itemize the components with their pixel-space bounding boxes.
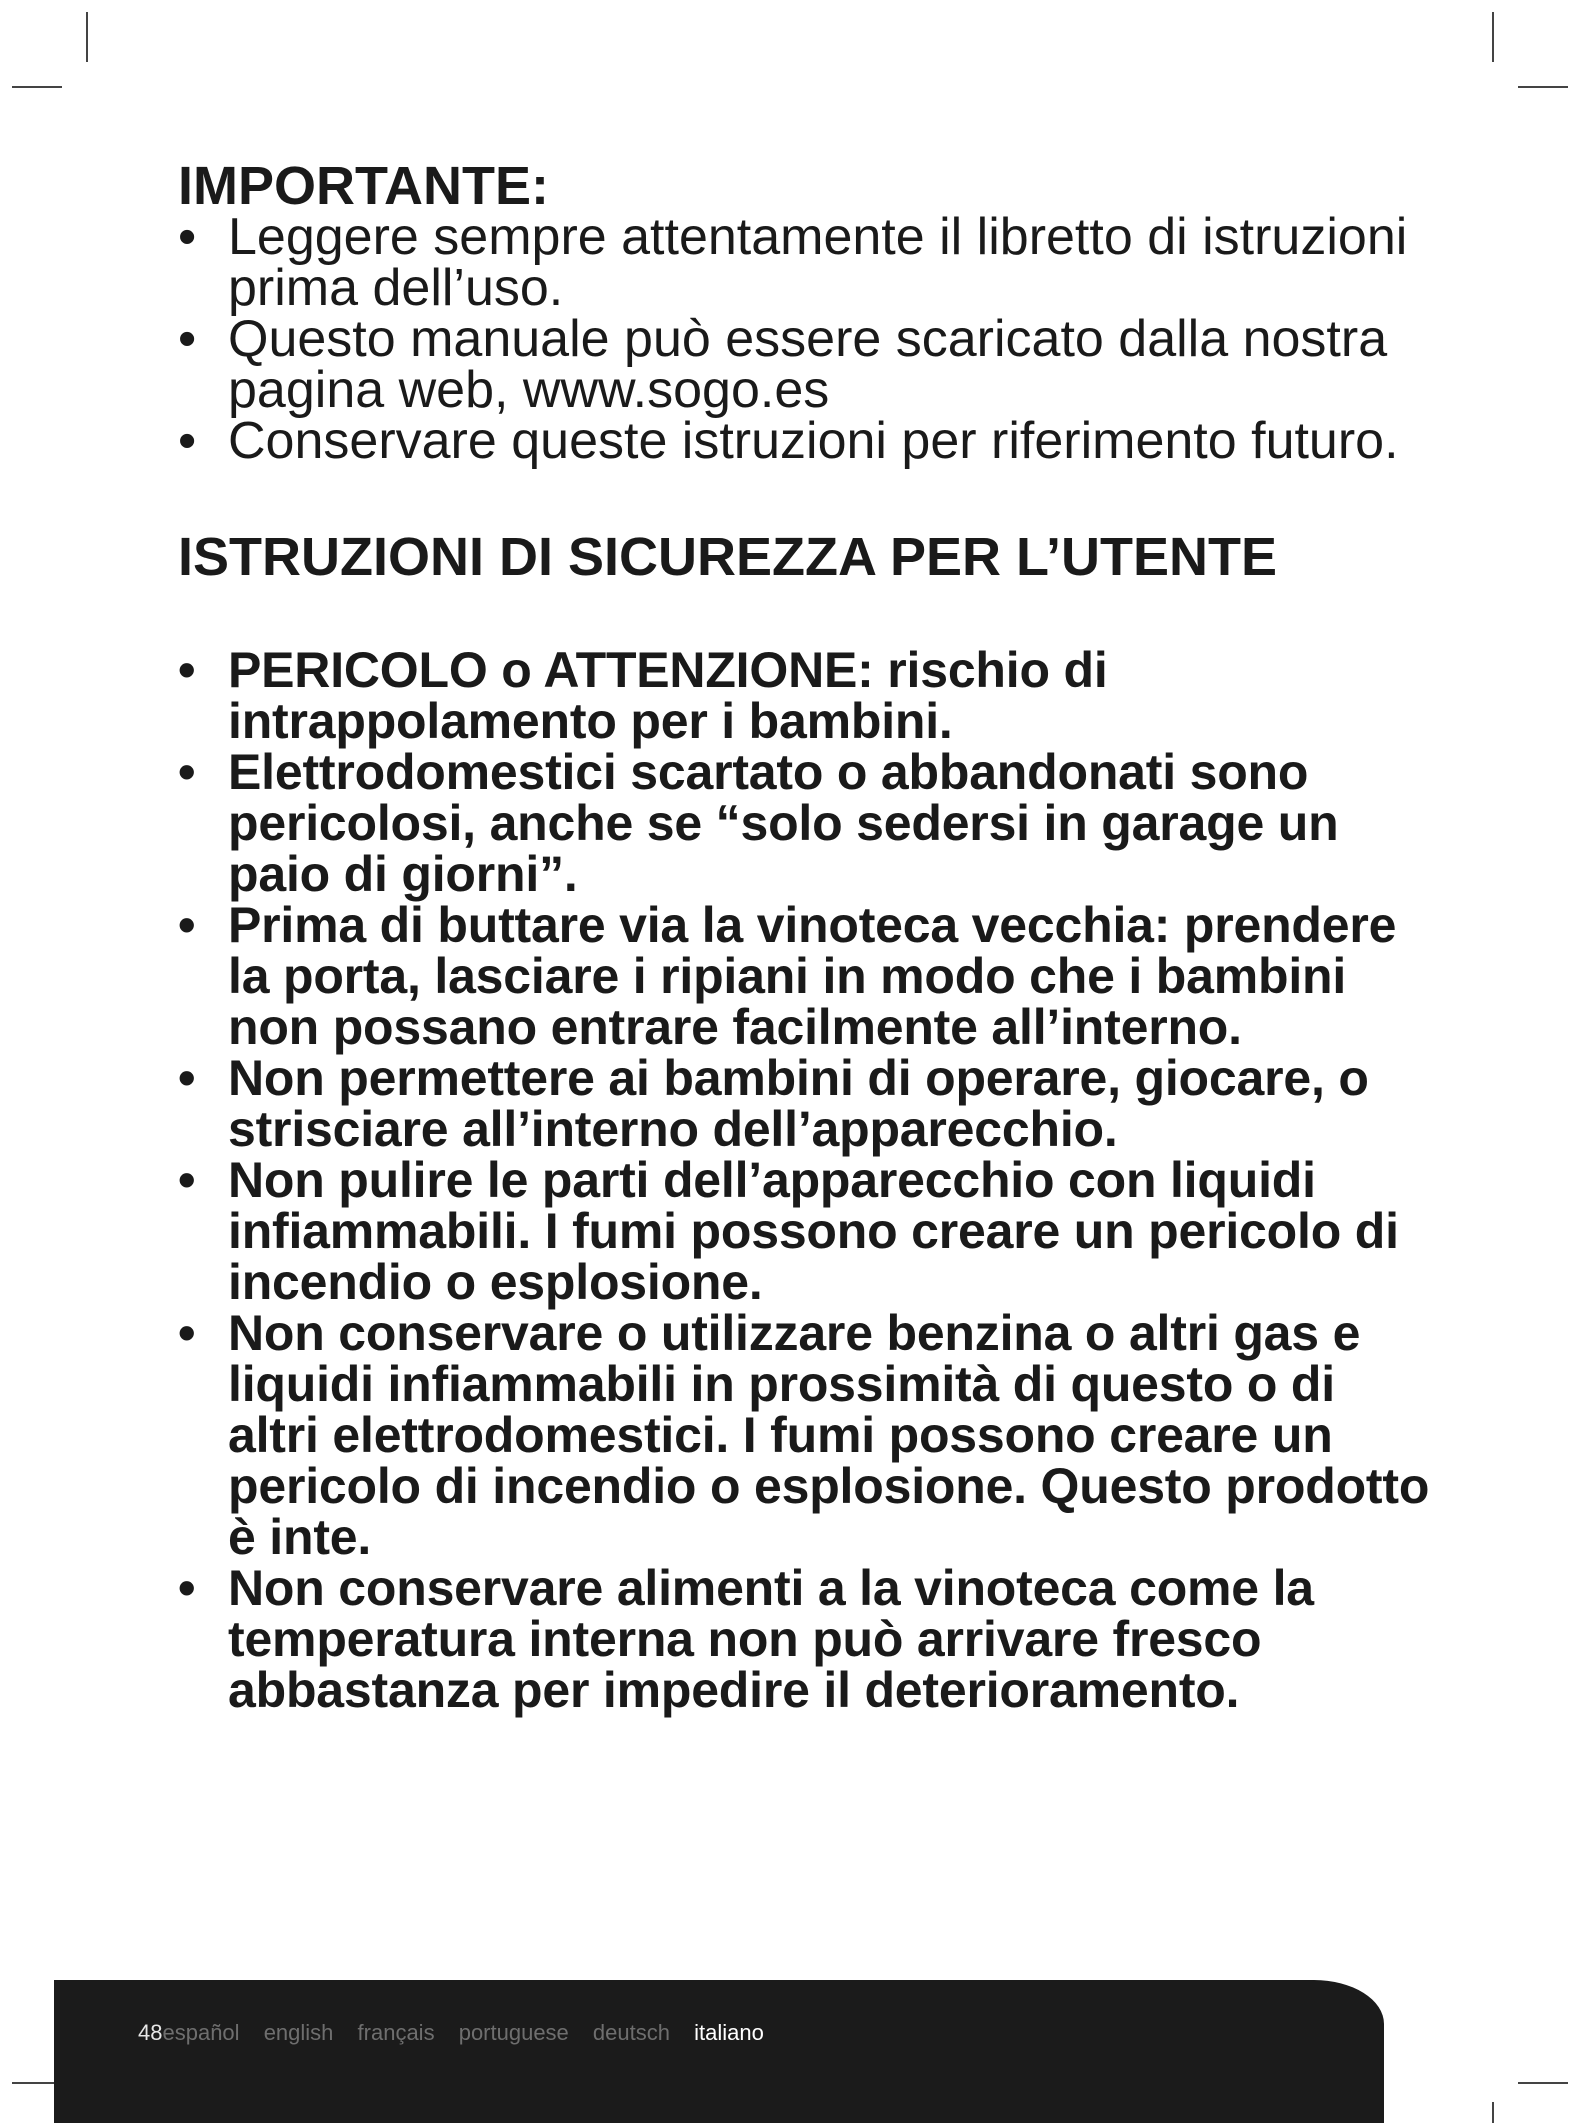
- language-link-english[interactable]: english: [263, 2020, 334, 2045]
- page-number: 48: [138, 2020, 163, 2045]
- language-link-italiano[interactable]: italiano: [694, 2020, 764, 2045]
- list-item: • Non permettere ai bambini di operare, giocare, o strisciare all’interno dell’apparecchio.: [178, 1053, 1438, 1155]
- crop-mark: [1518, 86, 1568, 88]
- list-item: • Questo manuale può essere scaricato dalla nostra pagina web, www.sogo.es: [178, 314, 1438, 416]
- list-item: • Prima di buttare via la vinoteca vecchia: prendere la porta, lasciare i ripiani in modo che i bambini non possano entrare facilmente all’interno.: [178, 900, 1438, 1053]
- list-item: • PERICOLO o ATTENZIONE: rischio di intrappolamento per i bambini.: [178, 645, 1438, 747]
- language-link-espanol[interactable]: español: [162, 2020, 240, 2045]
- important-heading: IMPORTANTE:: [178, 156, 549, 216]
- safety-list: [178, 642, 1438, 1718]
- crop-mark: [1518, 2082, 1568, 2084]
- language-link-portuguese[interactable]: portuguese: [458, 2020, 569, 2045]
- footer-bar: [54, 1980, 1384, 2123]
- list-item: • Conservare queste istruzioni per riferimento futuro.: [178, 416, 1438, 467]
- page-content: [178, 156, 1438, 1718]
- language-nav: [138, 2020, 782, 2046]
- crop-mark: [86, 12, 88, 62]
- list-item: • Elettrodomestici scartato o abbandonati sono pericolosi, anche se “solo sedersi in garage un paio di giorni”.: [178, 747, 1438, 900]
- list-item: • Non conservare o utilizzare benzina o altri gas e liquidi infiammabili in prossimità di questo o di altri elettrodomestici. I fumi possono creare un pericolo di incendio o esplosione. Questo prodotto è inte.: [178, 1308, 1438, 1563]
- language-link-deutsch[interactable]: deutsch: [592, 2020, 670, 2045]
- list-item: • Non pulire le parti dell’apparecchio con liquidi infiammabili. I fumi possono creare un pericolo di incendio o esplosione.: [178, 1155, 1438, 1308]
- important-list: [178, 208, 1438, 470]
- list-item: • Non conservare alimenti a la vinoteca come la temperatura interna non può arrivare fresco abbastanza per impedire il deterioramento.: [178, 1563, 1438, 1716]
- crop-mark: [1492, 2102, 1494, 2123]
- crop-mark: [1492, 12, 1494, 62]
- list-item: • Leggere sempre attentamente il libretto di istruzioni prima dell’uso.: [178, 212, 1438, 314]
- crop-mark: [12, 86, 62, 88]
- safety-heading: ISTRUZIONI DI SICUREZZA PER L’UTENTE: [178, 527, 1278, 587]
- language-link-francais[interactable]: français: [357, 2020, 435, 2045]
